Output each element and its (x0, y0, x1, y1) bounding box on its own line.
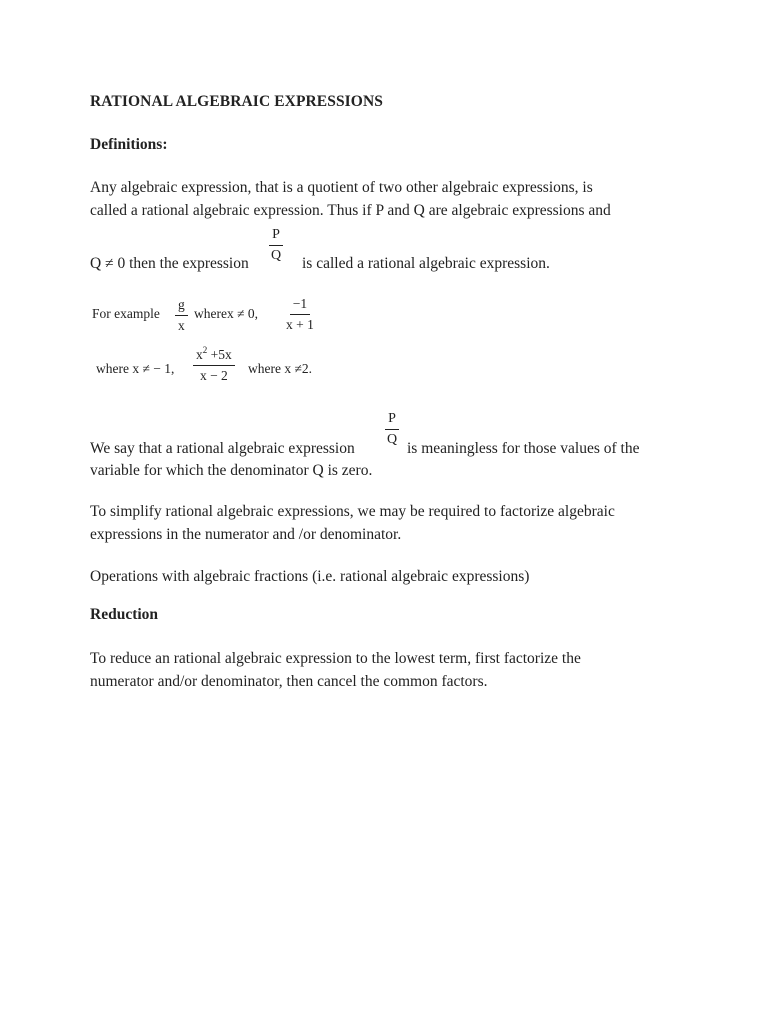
numerator-rest: +5x (207, 347, 232, 362)
definition-line-3-right: is called a rational algebraic expression. (302, 255, 550, 272)
fraction-denominator: x − 2 (199, 368, 228, 383)
simplify-line-1: To simplify rational algebraic expressions, we may be required to factorize algebraic (90, 503, 615, 520)
definition-line-3-left: Q ≠ 0 then the expression (90, 255, 249, 272)
fraction-numerator: P (269, 227, 283, 246)
fraction-numerator: P (385, 411, 399, 430)
fraction-denominator: Q (271, 248, 282, 263)
document-title: RATIONAL ALGEBRAIC EXPRESSIONS (90, 93, 383, 110)
fraction-numerator: −1 (290, 296, 310, 315)
definition-line-1: Any algebraic expression, that is a quotient of two other algebraic expressions, is (90, 179, 593, 196)
fraction-denominator: x + 1 (286, 317, 314, 332)
reduction-line-2: numerator and/or denominator, then cancel the common factors. (90, 673, 488, 690)
example-label: For example (92, 306, 160, 321)
reduction-line-1: To reduce an rational algebraic expression to the lowest term, first factorize the (90, 650, 581, 667)
condition-x-ne-2: where x ≠2. (248, 361, 313, 376)
fraction-minus1-over-x-plus-1 (283, 296, 317, 333)
meaningless-line-1-right: is meaningless for those values of the (407, 440, 640, 457)
fraction-numerator: g (175, 297, 188, 316)
fraction-p-over-q (268, 227, 284, 264)
definitions-heading: Definitions: (90, 136, 168, 153)
meaningless-line-2: variable for which the denominator Q is zero. (90, 462, 373, 479)
meaningless-line-1-left: We say that a rational algebraic expression (90, 440, 355, 457)
numerator-base: x (196, 347, 203, 362)
condition-x-ne-minus-1: where x ≠ − 1, (96, 361, 175, 376)
condition-x-ne-0: wherex ≠ 0, (194, 306, 259, 321)
operations-line: Operations with algebraic fractions (i.e. rational algebraic expressions) (90, 568, 530, 585)
fraction-g-over-x (175, 297, 188, 334)
fraction-p-over-q (384, 411, 400, 448)
simplify-line-2: expressions in the numerator and /or denominator. (90, 526, 402, 543)
numerator-exponent: 2 (202, 345, 208, 355)
fraction-denominator: x (178, 318, 185, 333)
definition-line-2: called a rational algebraic expression. Thus if P and Q are algebraic expressions and (90, 202, 611, 219)
fraction-denominator: Q (387, 432, 398, 447)
fraction-quadratic-over-x-minus-2 (193, 347, 235, 384)
fraction-numerator (193, 347, 235, 366)
reduction-heading: Reduction (90, 606, 159, 623)
